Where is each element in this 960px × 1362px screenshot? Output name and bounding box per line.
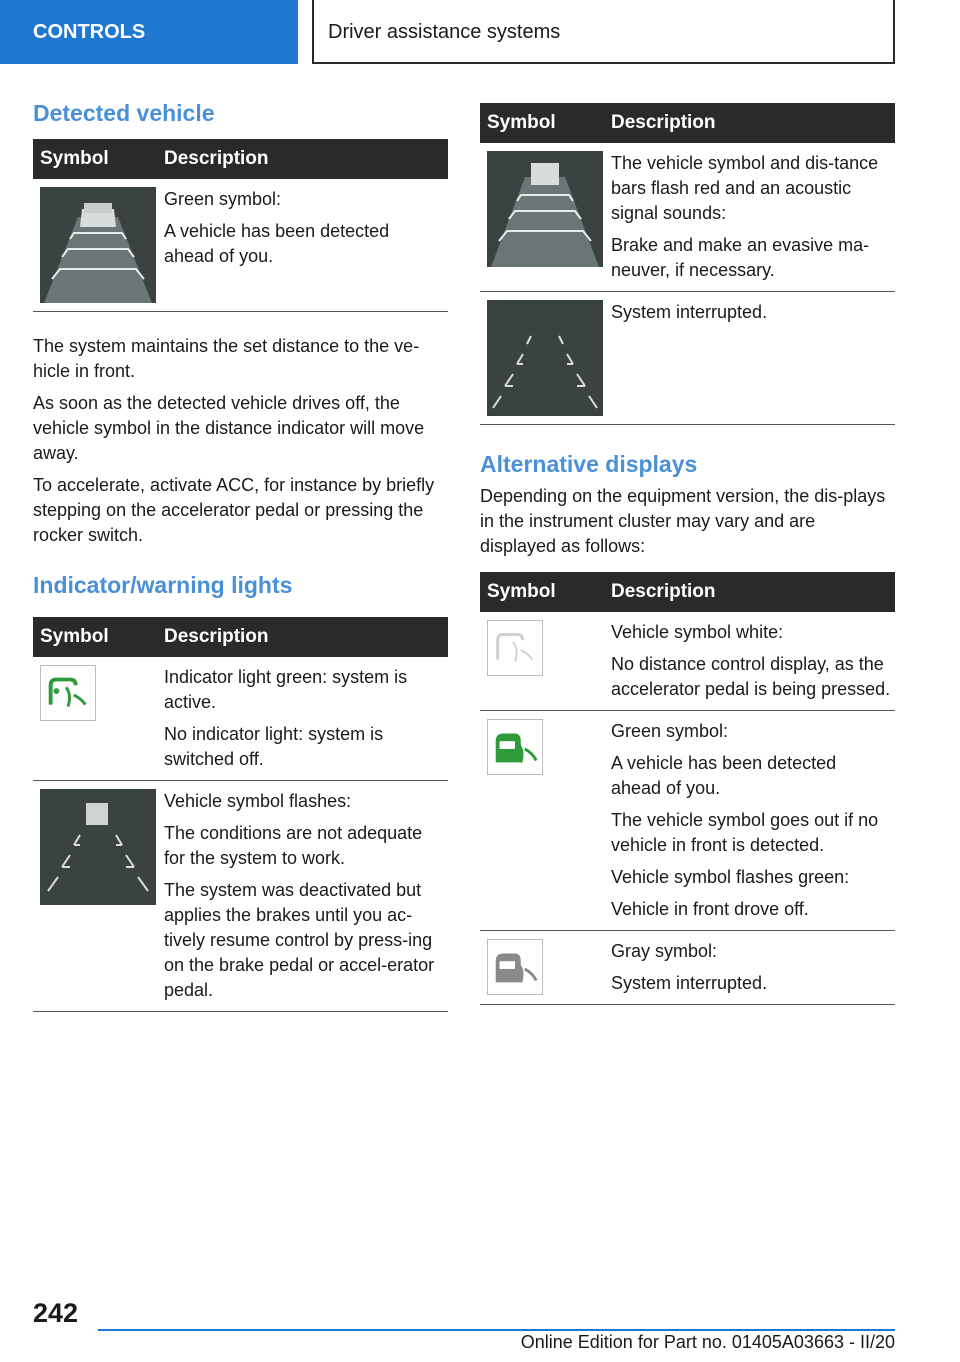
description-line: Vehicle symbol flashes: bbox=[164, 791, 352, 811]
col-symbol-header: Symbol bbox=[480, 103, 604, 143]
section-tab: CONTROLS bbox=[0, 0, 298, 64]
indicator-lights-table bbox=[33, 617, 448, 1012]
description-line: The vehicle symbol and dis‐tance bars flash red and an acoustic signal sounds: bbox=[611, 153, 879, 223]
description-cell bbox=[157, 657, 448, 781]
table-row bbox=[480, 931, 895, 1005]
table-row bbox=[480, 292, 895, 425]
heading-alternative-displays: Alternative displays bbox=[480, 451, 698, 477]
system-interrupted-display-icon bbox=[487, 300, 603, 416]
symbol-cell bbox=[480, 711, 604, 931]
description-line: System interrupted. bbox=[611, 302, 768, 322]
description-cell bbox=[604, 612, 895, 711]
col-symbol-header: Symbol bbox=[33, 139, 157, 179]
symbol-cell bbox=[33, 657, 157, 781]
description-line: No distance control display, as the accelerator pedal is being pressed. bbox=[611, 654, 891, 699]
description-line: The vehicle symbol goes out if no vehicle in front is detected. bbox=[611, 810, 879, 855]
description-line: Green symbol: bbox=[164, 189, 282, 209]
right-column bbox=[480, 103, 895, 1005]
col-symbol-header: Symbol bbox=[33, 617, 157, 657]
description-line: Vehicle symbol flashes green: bbox=[611, 867, 850, 887]
acc-green-icon bbox=[487, 719, 543, 775]
description-line: A vehicle has been detected ahead of you. bbox=[164, 221, 390, 266]
body-paragraph: Depending on the equipment version, the dis‐plays in the instrument cluster may vary and are displayed as follows: bbox=[480, 486, 886, 556]
acc-white-icon bbox=[487, 620, 543, 676]
symbol-cell bbox=[480, 612, 604, 711]
description-line: Green symbol: bbox=[611, 721, 729, 741]
description-cell bbox=[604, 931, 895, 1005]
description-line: Vehicle in front drove off. bbox=[611, 899, 809, 919]
description-line: Vehicle symbol white: bbox=[611, 622, 784, 642]
col-description-header: Description bbox=[604, 572, 895, 612]
body-paragraph: As soon as the detected vehicle drives off, the vehicle symbol in the distance indicator will move away. bbox=[33, 393, 425, 463]
symbol-cell bbox=[480, 931, 604, 1005]
symbol-cell bbox=[480, 292, 604, 425]
body-paragraph: The system maintains the set distance to the ve‐hicle in front. bbox=[33, 336, 420, 381]
vehicle-red-flash-display-icon bbox=[487, 151, 603, 267]
symbol-cell bbox=[33, 179, 157, 312]
edition-note: Online Edition for Part no. 01405A03663 - II/20 bbox=[520, 1332, 895, 1352]
acc-green-indicator-icon bbox=[40, 665, 96, 721]
table-header-row bbox=[33, 139, 448, 179]
col-description-header: Description bbox=[157, 139, 448, 179]
description-cell bbox=[157, 179, 448, 312]
table-row bbox=[33, 781, 448, 1012]
body-paragraph: To accelerate, activate ACC, for instance by briefly stepping on the accelerator pedal or pressing the rocker switch. bbox=[33, 475, 435, 545]
description-line: Gray symbol: bbox=[611, 941, 718, 961]
detected-vehicle-table bbox=[33, 139, 448, 312]
symbol-cell bbox=[480, 143, 604, 292]
table-header-row bbox=[480, 572, 895, 612]
description-cell bbox=[604, 292, 895, 425]
table-header-row bbox=[480, 103, 895, 143]
table-row bbox=[480, 143, 895, 292]
table-row bbox=[33, 657, 448, 781]
footer-divider bbox=[98, 1329, 895, 1331]
description-line: No indicator light: system is switched off. bbox=[164, 724, 384, 769]
table-row bbox=[480, 711, 895, 931]
table-row bbox=[33, 179, 448, 312]
heading-detected-vehicle: Detected vehicle bbox=[33, 100, 215, 126]
description-cell bbox=[157, 781, 448, 1012]
description-cell bbox=[604, 711, 895, 931]
description-line: System interrupted. bbox=[611, 973, 768, 993]
acc-gray-icon bbox=[487, 939, 543, 995]
description-line: Indicator light green: system is active. bbox=[164, 667, 408, 712]
description-line: Brake and make an evasive ma‐neuver, if necessary. bbox=[611, 235, 870, 280]
col-symbol-header: Symbol bbox=[480, 572, 604, 612]
description-line: A vehicle has been detected ahead of you. bbox=[611, 753, 837, 798]
description-line: The system was deactivated but applies the brakes until you ac‐tively resume control by press‐ing on the brake pedal or accel‐erator pedal. bbox=[164, 880, 435, 1000]
heading-indicator-lights: Indicator/warning lights bbox=[33, 572, 293, 598]
description-line: The conditions are not adequate for the system to work. bbox=[164, 823, 423, 868]
vehicle-flashing-display-icon bbox=[40, 789, 156, 905]
warning-table bbox=[480, 103, 895, 425]
alternative-displays-table bbox=[480, 572, 895, 1005]
description-cell bbox=[604, 143, 895, 292]
vehicle-distance-display-icon bbox=[40, 187, 156, 303]
symbol-cell bbox=[33, 781, 157, 1012]
table-row bbox=[480, 612, 895, 711]
chapter-title: Driver assistance systems bbox=[312, 0, 895, 64]
page-number: 242 bbox=[33, 1298, 79, 1328]
col-description-header: Description bbox=[157, 617, 448, 657]
left-column bbox=[33, 100, 448, 1012]
table-header-row bbox=[33, 617, 448, 657]
col-description-header: Description bbox=[604, 103, 895, 143]
